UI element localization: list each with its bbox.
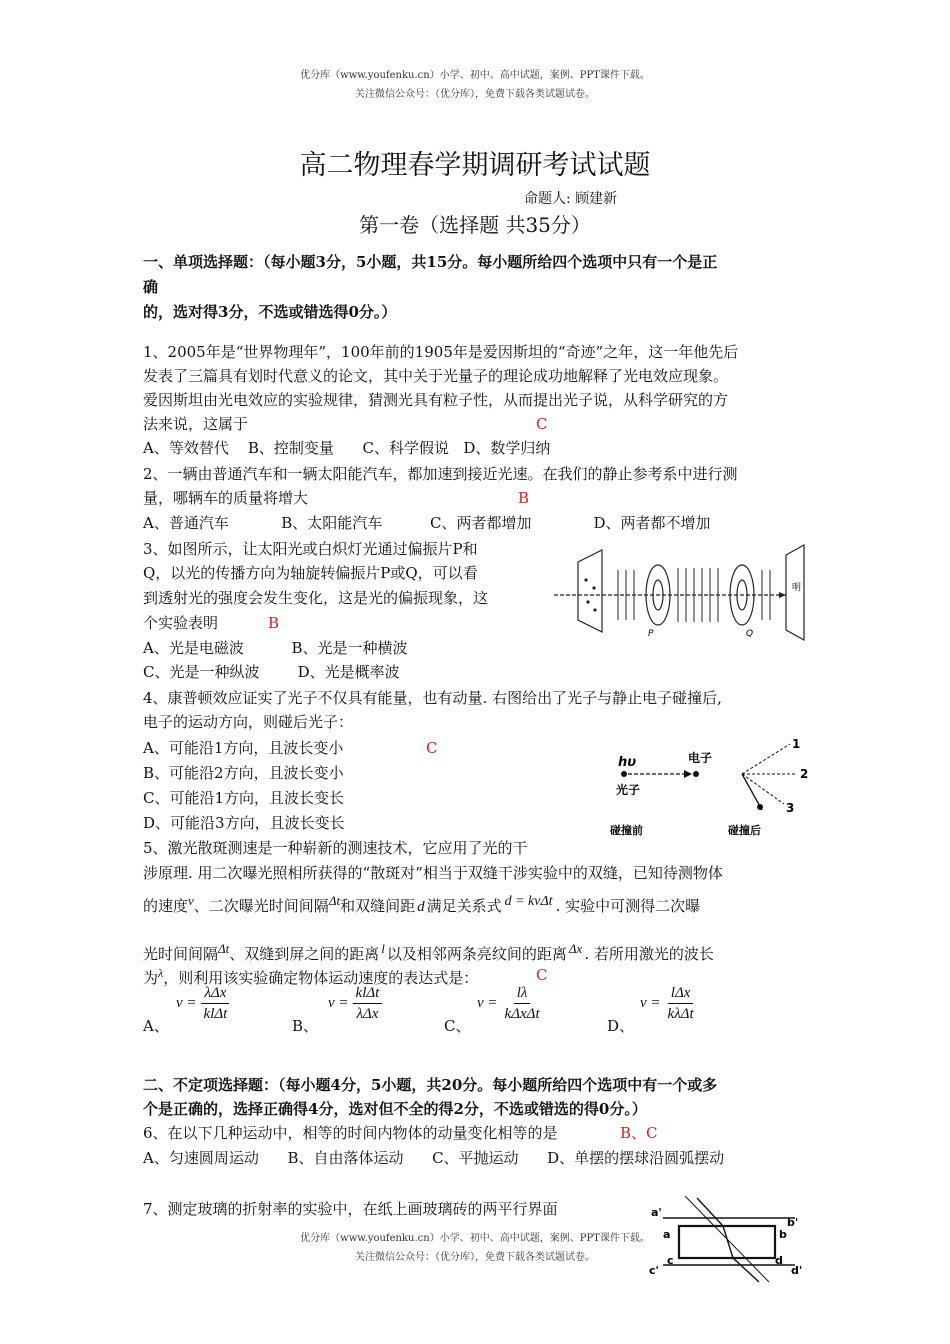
q3-line4: 个实验表明 [143, 614, 219, 632]
section1-line1: 一、单项选择题：（每小题3分，5小题，共15分。每小题所给四个选项中只有一个是正 [143, 253, 718, 271]
q1-options: A、等效替代 B、控制变量 C、科学假说 D、数学归纳 [143, 439, 551, 457]
q6-answer: B、C [620, 1124, 658, 1142]
q5-l3-text-c: 和双缝间距 [340, 897, 416, 915]
sym-dt: Δt [328, 893, 341, 908]
q5-option-b [328, 983, 382, 1024]
q2-line1: 2、一辆由普通汽车和一辆太阳能汽车，都加速到接近光速。在我们的静止参考系中进行测 [143, 465, 738, 483]
electron-dot [693, 771, 699, 777]
q5-l4-text-b: 、双缝到屏之间的距离 [229, 945, 380, 963]
q2-line2: 量，哪辆车的质量将增大 [143, 489, 309, 507]
section2-line1: 二、不定项选择题：（每小题4分，5小题，共20分。每小题所给四个选项中有一个或多 [143, 1076, 718, 1094]
label-dir1: 1 [792, 737, 801, 751]
light-source-plate [578, 550, 602, 632]
label-a-prime: a' [651, 1206, 662, 1219]
q4-option-d: D、可能沿3方向，且波长变长 [143, 814, 345, 832]
sym-d: d [417, 899, 425, 915]
q5-option-c-den: kΔxΔt [504, 1006, 540, 1022]
sym-dt-2: Δt [218, 941, 230, 956]
q5-option-d [640, 983, 697, 1024]
label-screen: 明 [792, 583, 802, 593]
q1-line1: 1、2005年是“世界物理年”，100年前的1905年是爱因斯坦的“奇迹”之年，这一年他先后 [143, 343, 739, 361]
q5-l4-text-d: . 若所用激光的波长 [584, 945, 714, 963]
volume-heading: 第一卷（选择题 共35分） [359, 213, 591, 237]
q5-option-d-num: lΔx [668, 983, 694, 1004]
sym-lambda: λ [158, 966, 164, 980]
label-q: Q [746, 629, 754, 639]
author: 命题人: 顾建新 [524, 191, 618, 207]
label-electron: 电子 [688, 751, 713, 765]
q3-line1: 3、如图所示，让太阳光或白炽灯光通过偏振片P和 [143, 540, 478, 558]
label-c: c [667, 1254, 674, 1267]
label-b-prime: b' [787, 1216, 799, 1229]
footer-line2: 关注微信公众号：（优分库），免费下载各类试题试卷。 [355, 1252, 595, 1263]
q3-line3: 到透射光的强度会发生变化，这是光的偏振现象，这 [143, 589, 489, 607]
photon-dot [621, 771, 627, 777]
q5-option-c-lhs: v = [477, 995, 498, 1011]
q5-option-a-label: A、 [143, 1017, 169, 1035]
q3-answer: B [268, 614, 280, 632]
q1-answer: C [536, 415, 548, 433]
label-d: d [775, 1254, 783, 1267]
q4-line2: 电子的运动方向，则碰后光子： [143, 713, 354, 731]
q5-answer: C [536, 966, 548, 984]
sym-dx: Δx [568, 941, 583, 956]
label-p: P [648, 629, 654, 639]
q6-options: A、匀速圆周运动 B、自由落体运动 C、平抛运动 D、单摆的摆球沿圆弧摆动 [143, 1149, 725, 1167]
q1-line2: 发表了三篇具有划时代意义的论文，其中关于光量子的理论成功地解释了光电效应现象。 [143, 367, 729, 385]
sym-v: v [188, 893, 194, 908]
label-hv: hυ [618, 755, 637, 770]
q5-option-a [176, 983, 230, 1024]
compton-figure [600, 730, 820, 845]
q4-option-b: B、可能沿2方向，且波长变小 [143, 764, 344, 782]
label-b: b [779, 1228, 787, 1241]
q2-answer: B [518, 489, 530, 507]
header-line1: 优分库（www.youfenku.cn）小学、初中、高中试题，案例、PPT课件下载。 [300, 70, 650, 81]
q5-l5-text-b: ，则利用该实验确定物体运动速度的表达式是： [163, 969, 479, 987]
footer-line1: 优分库（www.youfenku.cn）小学、初中、高中试题，案例、PPT课件下载。 [300, 1233, 650, 1244]
q5-option-b-label: B、 [292, 1017, 319, 1035]
q5-line1: 5、激光散斑测速是一种崭新的测速技术，它应用了光的干 [143, 839, 528, 857]
label-d-prime: d' [791, 1264, 803, 1277]
section1-line2: 确 [143, 278, 159, 296]
label-dir3: 3 [786, 801, 795, 815]
label-dir2: 2 [800, 767, 809, 781]
q5-option-b-lhs: v = [328, 995, 349, 1011]
q1-line4: 法来说，这属于 [143, 415, 249, 433]
q1-line3: 爱因斯坦由光电效应的实验规律，猜测光具有粒子性，从而提出光子说，从科学研究的方 [143, 391, 729, 409]
q5-option-d-den: kλΔt [667, 1006, 694, 1022]
q4-option-a: A、可能沿1方向，且波长变小 [143, 739, 344, 757]
recoil-electron-dot [757, 804, 763, 810]
q5-l4-text-c: 以及相邻两条亮纹间的距离 [386, 945, 567, 963]
section1-line3: 的，选对得3分，不选或错选得0分。） [143, 303, 397, 321]
sym-l: l [381, 941, 385, 956]
label-c-prime: c' [649, 1264, 659, 1277]
q5-l3-text-b: 、二次曝光时间间隔 [193, 897, 329, 915]
section2-line2: 个是正确的，选择正确得4分，选对但不全的得2分，不选或错选的得0分。） [143, 1100, 647, 1118]
q5-option-c [477, 983, 543, 1024]
q5-option-c-label: C、 [444, 1017, 471, 1035]
page-title: 高二物理春学期调研考试试题 [299, 150, 651, 181]
q4-option-c: C、可能沿1方向，且波长变长 [143, 789, 345, 807]
q5-option-b-den: λΔx [356, 1006, 379, 1022]
q5-option-a-lhs: v = [176, 995, 197, 1011]
q3-options-2: C、光是一种纵波 D、光是概率波 [143, 663, 400, 681]
q5-l5-text-a: 为 [143, 969, 159, 987]
q5-option-b-num: klΔt [353, 983, 383, 1004]
q6-line1: 6、在以下几种运动中，相等的时间内物体的动量变化相等的是 [143, 1124, 558, 1142]
label-photon: 光子 [616, 783, 641, 797]
q3-line2: Q，以光的传播方向为轴旋转偏振片P或Q，可以看 [143, 564, 478, 582]
q5-l3-text-a: 的速度 [143, 897, 189, 915]
q4-answer: C [426, 739, 438, 757]
q2-options: A、普通汽车 B、太阳能汽车 C、两者都增加 D、两者都不增加 [143, 514, 711, 532]
q5-option-a-num: λΔx [201, 983, 229, 1004]
label-a: a [663, 1228, 671, 1241]
q5-option-c-num: lλ [514, 983, 531, 1004]
q5-option-a-den: klΔt [203, 1006, 228, 1022]
q5-l4-text-a: 光时间间隔 [143, 945, 219, 963]
q5-line3 [143, 888, 700, 920]
q5-option-d-label: D、 [607, 1017, 635, 1035]
q5-line2: 涉原理. 用二次曝光照相所获得的“散斑对”相当于双缝干涉实验中的双缝，已知待测物体 [143, 864, 723, 882]
q5-l3-text-e: . 实验中可测得二次曝 [555, 897, 701, 915]
q5-l3-text-d: 满足关系式 [426, 897, 502, 915]
label-before: 碰撞前 [610, 824, 643, 837]
polarizer-figure [548, 540, 808, 650]
q3-options-1: A、光是电磁波 B、光是一种横波 [143, 639, 408, 657]
label-after: 碰撞后 [728, 824, 761, 837]
formula: d = kvΔt [504, 894, 553, 909]
q5-option-d-lhs: v = [640, 995, 661, 1011]
q7-line1: 7、测定玻璃的折射率的实验中，在纸上画玻璃砖的两平行界面 [143, 1200, 558, 1218]
header-line2: 关注微信公众号：（优分库），免费下载各类试题试卷。 [355, 89, 595, 100]
q4-line1: 4、康普顿效应证实了光子不仅具有能量，也有动量. 右图给出了光子与静止电子碰撞后, [143, 689, 722, 707]
